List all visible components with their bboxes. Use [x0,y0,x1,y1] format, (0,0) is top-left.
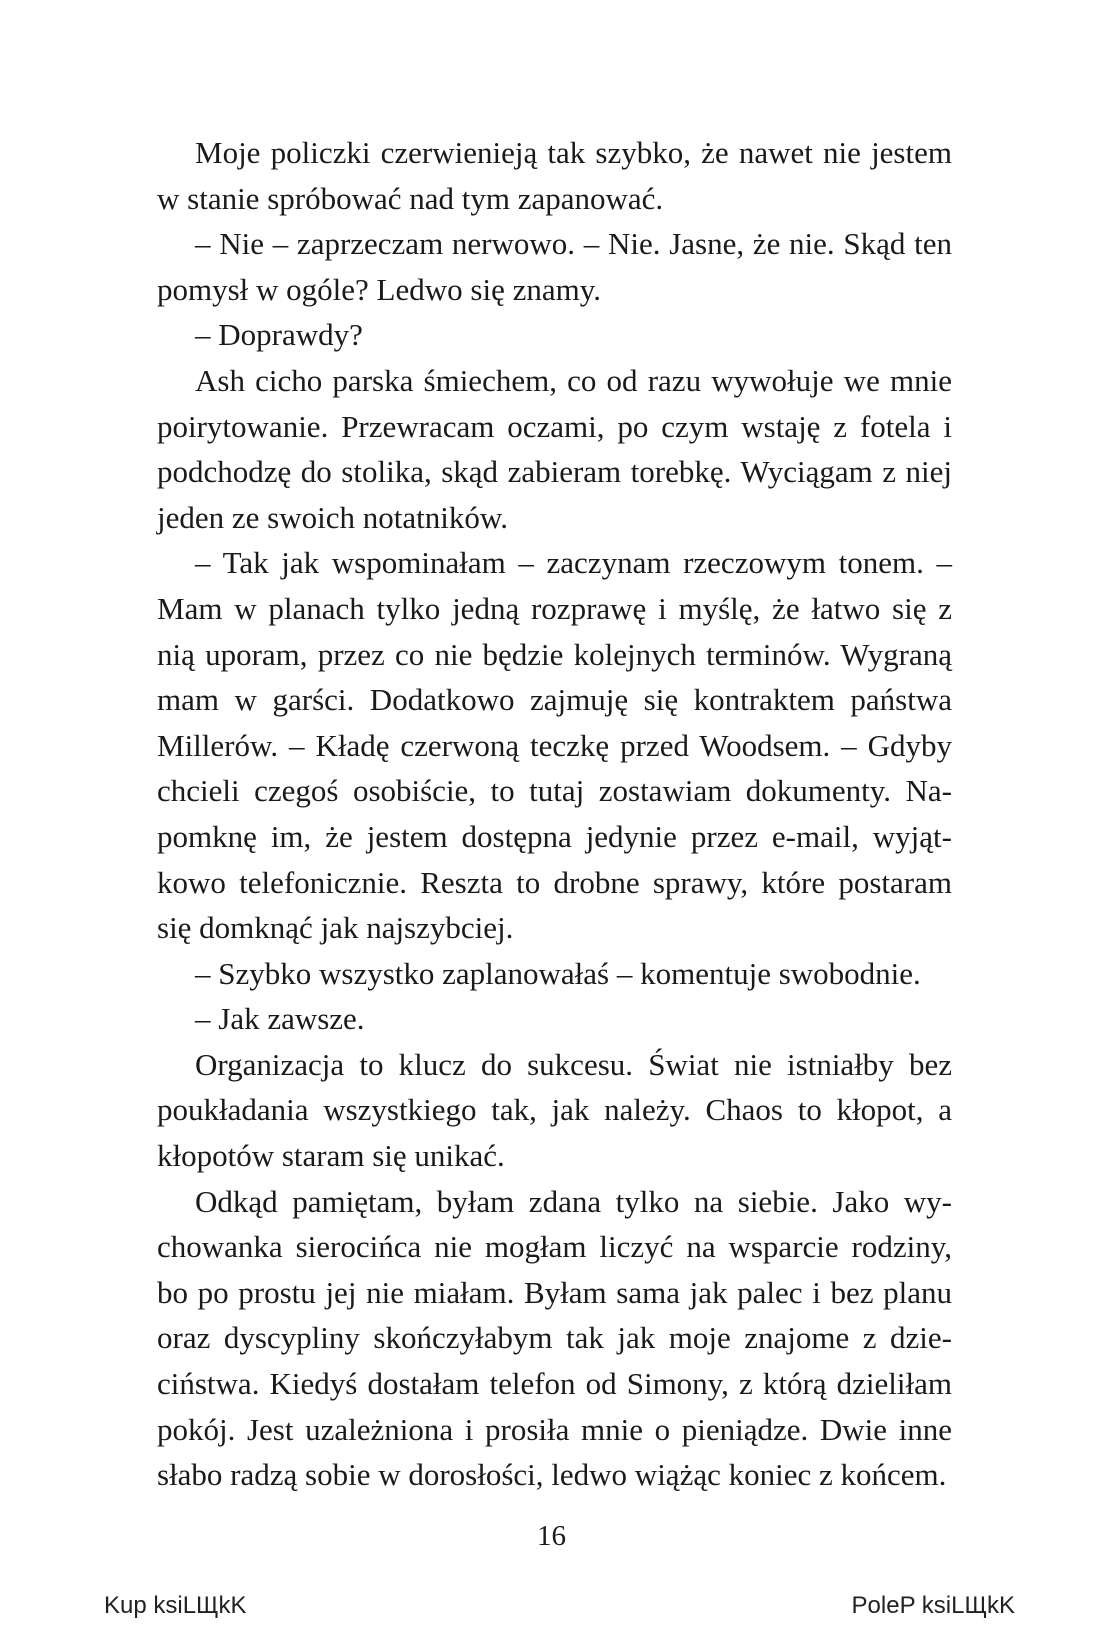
body-text [157,130,952,1498]
paragraph: – Tak jak wspominałam – zaczynam rzeczowym tonem. – Mam w planach tylko jedną rozprawę i myślę, że łatwo się z nią uporam, przez co nie będzie kolejnych terminów. Wygraną mam w garści. Dodatkowo zajmuję się kontraktem państwa Millerów. – Kładę czerwoną teczkę przed Woodsem. – Gdyby chcieli czegoś osobiście, to tutaj zostawiam dokumenty. Napomknę im, że jestem dostępna jedynie przez e-mail, wyjątkowo telefonicznie. Reszta to drobne sprawy, które postaram się domknąć jak najszybciej. [157,545,952,946]
paragraph: Ash cicho parska śmiechem, co od razu wywołuje we mnie poirytowanie. Przewracam oczami, po czym wstaję z fotela i podchodzę do stolika, skąd zabieram torebkę. Wyciągam z niej jeden ze swoich notatników. [157,362,952,535]
page-number: 16 [537,1520,566,1552]
paragraph: Organizacja to klucz do sukcesu. Świat nie istniałby bez poukładania wszystkiego tak, jak należy. Chaos to kłopot, a kłopotów staram się unikać. [157,1046,952,1174]
paragraph: – Szybko wszystko zaplanowałaś – komentuje swobodnie. [195,955,921,991]
paragraph: Odkąd pamiętam, byłam zdana tylko na siebie. Jako wychowanka sierocińca nie mogłam liczyć na wsparcie rodziny, bo po prostu jej nie miałam. Byłam sama jak palec i bez planu oraz dyscypliny skończyłabym tak jak moje znajome z dzieciństwa. Kiedyś dostałam telefon od Simony, z którą dzieliłam pokój. Jest uzależniona i prosiła mnie o pieniądze. Dwie inne słabo radzą sobie w dorosłości, ledwo wiążąc koniec z końcem. [157,1183,952,1493]
buy-book-link[interactable]: Kup ksiLЩkK [104,1592,247,1619]
paragraph: – Nie – zaprzeczam nerwowo. – Nie. Jasne, że nie. Skąd ten pomysł w ogóle? Ledwo się znamy. [157,226,952,307]
recommend-book-link[interactable]: PoleP ksiLЩkK [851,1592,1015,1619]
paragraph: – Doprawdy? [195,317,363,353]
paragraph: Moje policzki czerwienieją tak szybko, że nawet nie jestem w stanie spróbować nad tym zapanować. [157,135,952,216]
paragraph: – Jak zawsze. [195,1001,365,1037]
